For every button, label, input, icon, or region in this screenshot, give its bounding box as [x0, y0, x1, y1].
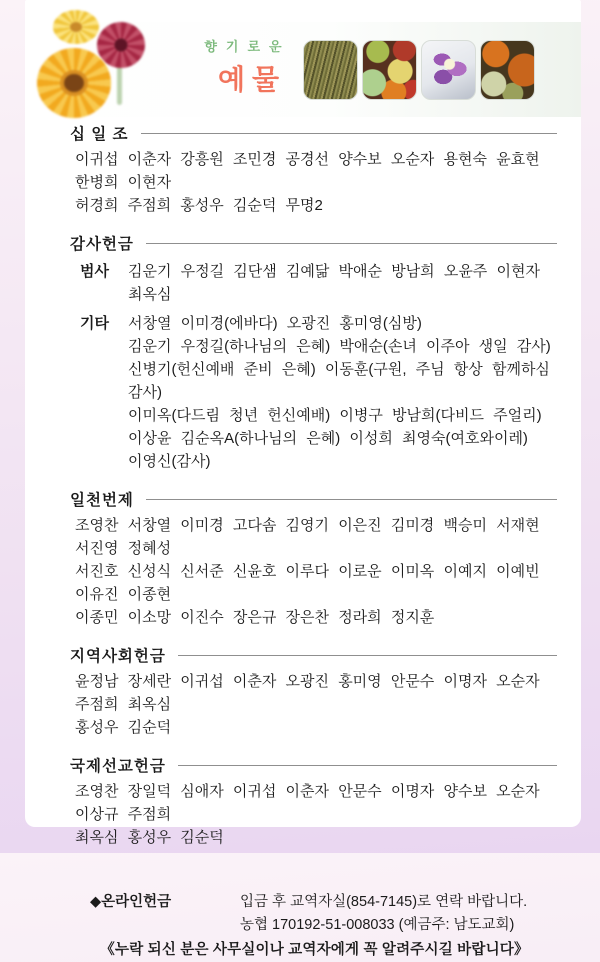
section-title: 국제선교헌금 — [70, 758, 166, 775]
header-subtitle: 향기로운 — [204, 39, 291, 54]
section-rule — [178, 655, 557, 656]
online-offering-details — [240, 891, 527, 937]
name-line: 이미옥(다드림 청년 헌신예배) 이병구 방남희(다비드 주얼리) — [128, 407, 542, 424]
name-line: 최옥심 홍성우 김순덕 — [75, 829, 224, 846]
section-header — [70, 754, 559, 776]
thanksgiving-row-gita — [70, 312, 559, 473]
section-header — [70, 122, 559, 144]
section-rule — [178, 765, 557, 766]
name-line: 김운기 우정길(하나님의 은혜) 박애순(손녀 이주아 생일 감사) — [128, 338, 551, 355]
omission-notice: 《누락 되신 분은 사무실이나 교역자에게 꼭 알려주시길 바랍니다》 — [100, 942, 529, 958]
yellow-gerbera-small-icon — [53, 10, 99, 44]
section-title: 지역사회헌금 — [70, 648, 166, 665]
gerbera-flowers-image — [25, 10, 175, 120]
page-title: 예물 — [217, 64, 287, 95]
orchid-photo — [421, 40, 476, 100]
yellow-gerbera-large-icon — [37, 48, 111, 118]
name-line: 이영신(감사) — [128, 453, 211, 470]
red-gerbera-icon — [97, 22, 145, 68]
section-community-offering — [70, 644, 559, 739]
header-band — [25, 22, 581, 117]
section-header — [70, 232, 559, 254]
flower-stem — [117, 65, 122, 105]
online-offering-label: ◆온라인헌금 — [90, 894, 172, 910]
row-label: 범사 — [80, 263, 109, 280]
fruit-photo — [362, 40, 417, 100]
online-offering-row — [70, 891, 559, 937]
name-line: 이종민 이소망 이진수 장은규 장은찬 정라희 정지훈 — [75, 609, 435, 626]
bank-account-line: 농협 170192-51-008033 (예금주: 남도교회) — [240, 917, 515, 933]
name-line: 서진호 신성식 신서준 신윤호 이루다 이로운 이미옥 이예지 이예빈 이유진 이종현 — [75, 563, 540, 603]
thanksgiving-row-beomsa — [70, 260, 559, 306]
title-block — [183, 36, 303, 98]
name-line: 김운기 우정길 김단샘 김예닮 박애순 방남희 오윤주 이현자 최옥심 — [128, 263, 540, 303]
section-thousand-offering — [70, 488, 559, 629]
row-lines — [128, 260, 559, 306]
photo-strip — [303, 40, 535, 100]
section-rule — [146, 499, 557, 500]
name-line: 조영찬 장일덕 심애자 이귀섭 이춘자 안문수 이명자 양수보 오순자 이상규 주점희 — [75, 783, 540, 823]
section-mission-offering — [70, 754, 559, 849]
section-header — [70, 644, 559, 666]
name-line: 이상윤 김순옥A(하나님의 은혜) 이성희 최영숙(여호와이레) — [128, 430, 528, 447]
name-line: 조영찬 서창열 이미경 고다솜 김영기 이은진 김미경 백승미 서재현 서진영 정혜성 — [75, 517, 540, 557]
section-rule — [146, 243, 557, 244]
section-tithe — [70, 122, 559, 217]
online-offering-info — [70, 891, 559, 962]
online-contact-line: 입금 후 교역자실(854-7145)로 연락 바랍니다. — [240, 894, 528, 910]
pumpkin-photo — [480, 40, 535, 100]
name-line: 윤정남 장세란 이귀섭 이춘자 오광진 홍미영 안문수 이명자 오순자 주점희 최옥심 — [75, 673, 540, 713]
section-title: 일천번제 — [70, 492, 134, 509]
bulletin-page — [25, 0, 581, 958]
name-line: 허경희 주점희 홍성우 김순덕 무명2 — [75, 197, 323, 214]
section-thanksgiving — [70, 232, 559, 473]
row-lines — [128, 312, 559, 473]
name-line: 서창열 이미경(에바다) 오광진 홍미영(심방) — [128, 315, 422, 332]
section-title: 감사헌금 — [70, 236, 134, 253]
section-title: 십 일 조 — [70, 126, 129, 143]
row-label: 기타 — [80, 315, 109, 332]
offering-lists — [70, 122, 559, 962]
name-line: 이귀섭 이춘자 강흥원 조민경 공경선 양수보 오순자 용현숙 윤효현 한병희 이현자 — [75, 151, 540, 191]
name-line: 홍성우 김순덕 — [75, 719, 172, 736]
hay-photo — [303, 40, 358, 100]
section-rule — [141, 133, 557, 134]
name-line: 신병기(헌신예배 준비 은혜) 이동훈(구원, 주님 항상 함께하심 감사) — [128, 361, 550, 401]
section-header — [70, 488, 559, 510]
